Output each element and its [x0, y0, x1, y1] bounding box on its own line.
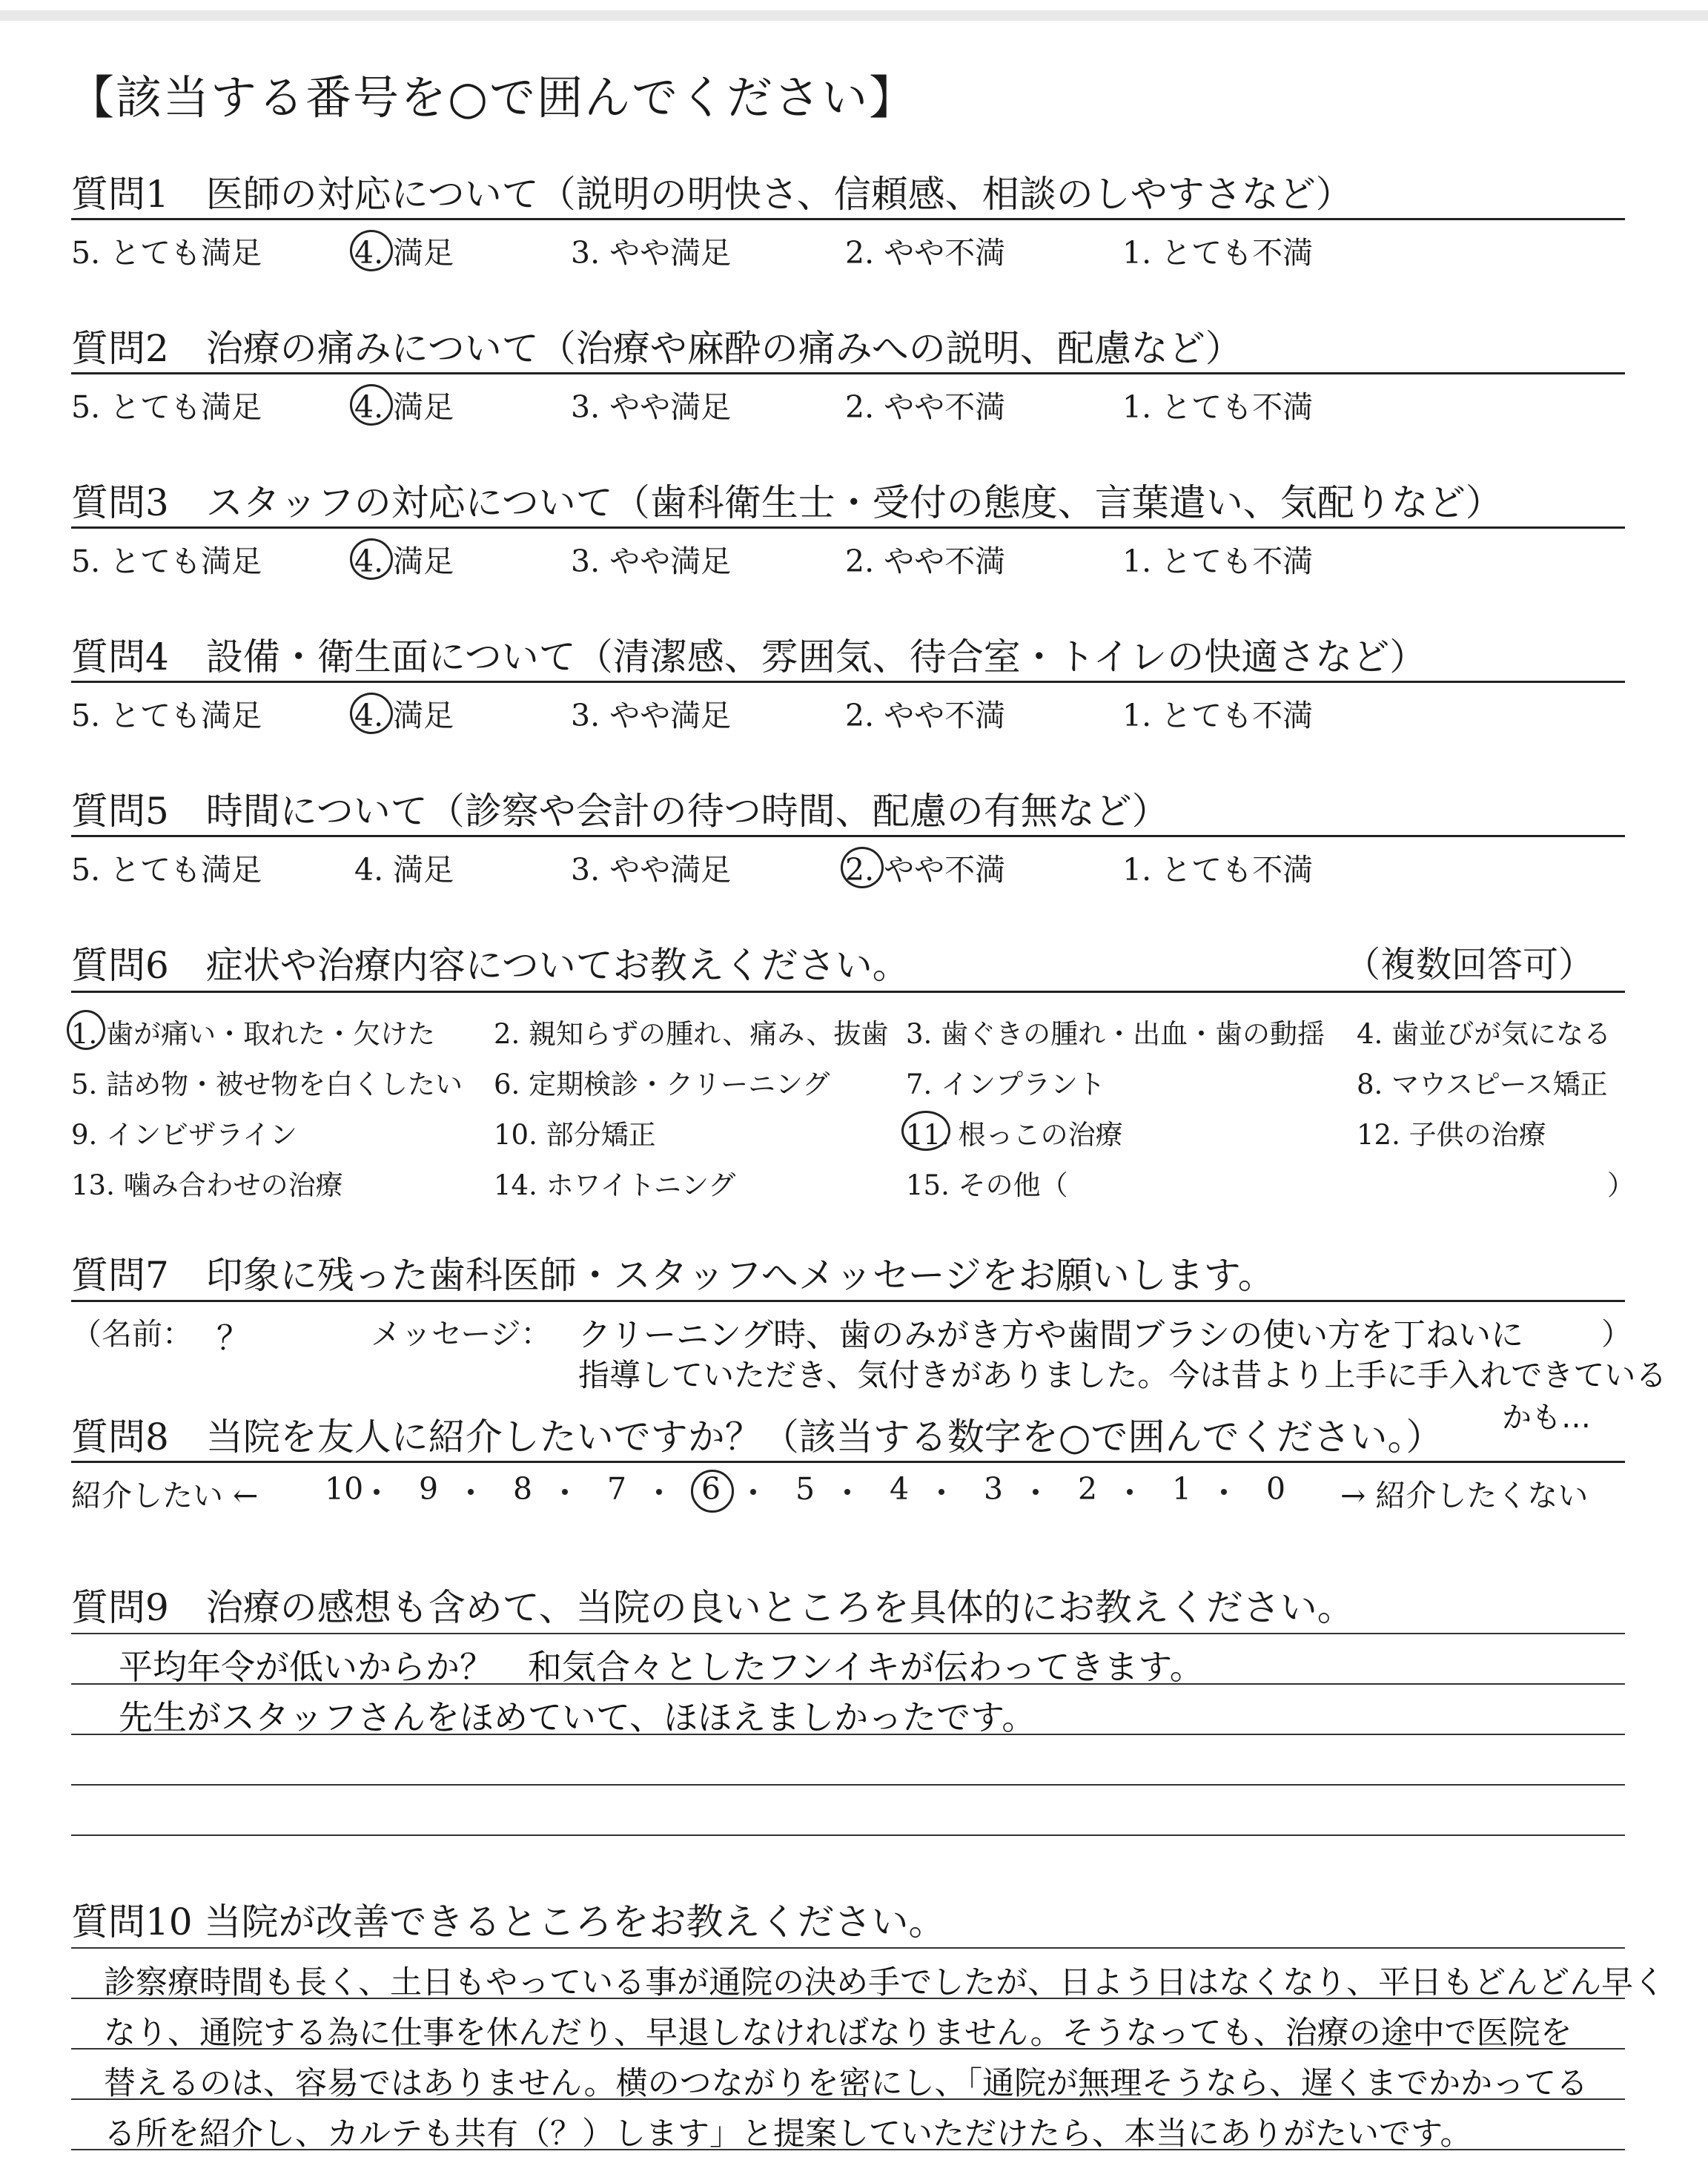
- q6-option-15[interactable]: 15. その他（: [906, 1169, 1068, 1201]
- q5-selection-circle: [841, 847, 884, 888]
- q6-multi-answer-note: （複数回答可）: [1344, 944, 1594, 985]
- q5-title: 質問5 時間について（診察や会計の待つ時間、配慮の有無など）: [71, 790, 1169, 833]
- q1-underline: [71, 218, 1625, 220]
- q3-option-2[interactable]: 2. やや不満: [845, 544, 1006, 579]
- q6-title: 質問6 症状や治療内容についてお教えください。: [71, 944, 910, 987]
- q10-title: 質問10 当院が改善できるところをお教えください。: [71, 1900, 946, 1943]
- q2-option-5[interactable]: 5. とても満足: [71, 389, 262, 425]
- q6-other-close-paren: ）: [1607, 1169, 1635, 1201]
- q5-option-4[interactable]: 4. 満足: [354, 852, 454, 888]
- q10-answer-line-2[interactable]: なり、通院する為に仕事を休んだり、早退しなければなりません。そうなっても、治療の途中で医院を: [104, 2015, 1572, 2052]
- q6-option-11[interactable]: 11. 根っこの治療: [906, 1119, 1123, 1151]
- q8-scale-separator: [939, 1489, 944, 1495]
- q9-rule-5: [71, 1834, 1625, 1836]
- q8-scale-separator: [562, 1489, 568, 1495]
- q5-option-5[interactable]: 5. とても満足: [71, 852, 262, 888]
- q8-scale-7[interactable]: 7: [607, 1471, 627, 1507]
- q2-option-2[interactable]: 2. やや不満: [845, 389, 1006, 425]
- q8-scale-4[interactable]: 4: [890, 1471, 910, 1507]
- q8-scale-8[interactable]: 8: [513, 1471, 533, 1507]
- q10-answer-line-3[interactable]: 替えるのは、容易ではありません。横のつながりを密にし、「通院が無理そうなら、遅くまでかかってる: [104, 2065, 1589, 2102]
- q9-title: 質問9 治療の感想も含めて、当院の良いところを具体的にお教えください。: [71, 1586, 1354, 1629]
- q10-answer-line-1[interactable]: 診察療時間も長く、土日もやっている事が通院の決め手でしたが、日よう日はなくなり、平日もどんどん早く: [104, 1964, 1666, 2001]
- scan-top-band: [0, 10, 1708, 21]
- q1-option-2[interactable]: 2. やや不満: [845, 235, 1006, 271]
- q7-title: 質問7 印象に残った歯科医師・スタッフへメッセージをお願いします。: [71, 1254, 1275, 1297]
- q5-underline: [71, 835, 1625, 837]
- q6-option-1[interactable]: 1. 歯が痛い・取れた・欠けた: [71, 1018, 436, 1050]
- q6-option-3[interactable]: 3. 歯ぐきの腫れ・出血・歯の動揺: [906, 1018, 1325, 1050]
- q6-underline: [71, 991, 1625, 993]
- q6-selection-circle: [67, 1010, 105, 1050]
- q8-underline: [71, 1461, 1625, 1463]
- q2-selection-circle: [350, 384, 393, 426]
- q8-scale-separator: [1033, 1489, 1039, 1495]
- q2-underline: [71, 372, 1625, 374]
- q1-option-3[interactable]: 3. やや満足: [571, 235, 732, 271]
- q8-scale-1[interactable]: 1: [1172, 1471, 1192, 1507]
- q7-message-label: メッセージ：: [371, 1316, 552, 1352]
- q6-option-4[interactable]: 4. 歯並びが気になる: [1357, 1018, 1612, 1050]
- q8-scale-separator: [844, 1489, 850, 1495]
- q3-selection-circle: [350, 538, 393, 580]
- q8-scale-separator: [1221, 1489, 1227, 1495]
- q8-selection-circle: [691, 1470, 734, 1513]
- q8-right-label: → 紹介したくない: [1340, 1478, 1589, 1513]
- q5-option-3[interactable]: 3. やや満足: [571, 852, 732, 888]
- q10-rule-1: [71, 1947, 1625, 1949]
- q8-scale-separator: [750, 1489, 756, 1495]
- q9-rule-1: [71, 1633, 1625, 1634]
- q5-option-1[interactable]: 1. とても不満: [1122, 852, 1314, 888]
- q8-scale-6[interactable]: 6: [701, 1471, 721, 1507]
- q7-name-label: （名前：: [71, 1316, 193, 1352]
- q7-message-line-1[interactable]: クリーニング時、歯のみがき方や歯間ブラシの使い方を丁ねいに: [578, 1316, 1524, 1354]
- q6-option-13[interactable]: 13. 噛み合わせの治療: [71, 1169, 343, 1201]
- q4-option-4[interactable]: 4. 満足: [354, 698, 454, 733]
- q2-option-1[interactable]: 1. とても不満: [1122, 389, 1314, 425]
- q9-answer-line-2[interactable]: 先生がスタッフさんをほめていて、ほほえましかったです。: [119, 1697, 1036, 1737]
- q4-option-3[interactable]: 3. やや満足: [571, 698, 732, 733]
- q7-message-line-3[interactable]: かも…: [1502, 1401, 1591, 1435]
- q3-option-5[interactable]: 5. とても満足: [71, 544, 262, 579]
- q6-option-2[interactable]: 2. 親知らずの腫れ、痛み、抜歯: [494, 1018, 889, 1050]
- q7-underline: [71, 1300, 1625, 1302]
- q6-option-7[interactable]: 7. インプラント: [906, 1069, 1106, 1100]
- q8-scale-0[interactable]: 0: [1266, 1471, 1286, 1507]
- q4-underline: [71, 681, 1625, 683]
- q8-title: 質問8 当院を友人に紹介したいですか？（該当する数字を○で囲んでください。）: [71, 1416, 1443, 1459]
- q8-scale-9[interactable]: 9: [419, 1471, 439, 1507]
- q8-scale-separator: [656, 1489, 662, 1495]
- q8-scale-5[interactable]: 5: [795, 1471, 815, 1507]
- q6-option-6[interactable]: 6. 定期検診・クリーニング: [494, 1069, 830, 1100]
- q3-option-4[interactable]: 4. 満足: [354, 544, 454, 579]
- instruction-header: 【該当する番号を○で囲んでください】: [68, 70, 917, 125]
- q3-option-1[interactable]: 1. とても不満: [1122, 544, 1314, 579]
- q8-scale-separator: [468, 1489, 474, 1495]
- q8-scale-3[interactable]: 3: [984, 1471, 1004, 1507]
- q2-title: 質問2 治療の痛みについて（治療や麻酔の痛みへの説明、配慮など）: [71, 327, 1242, 370]
- q7-message-line-2[interactable]: 指導していただき、気付きがありました。今は昔より上手に手入れできている: [578, 1357, 1667, 1393]
- q8-left-label: 紹介したい ←: [71, 1478, 259, 1513]
- q4-option-2[interactable]: 2. やや不満: [845, 698, 1006, 733]
- q1-title: 質問1 医師の対応について（説明の明快さ、信頼感、相談のしやすさなど）: [71, 173, 1353, 216]
- q8-scale-10[interactable]: 10: [325, 1471, 364, 1507]
- q3-option-3[interactable]: 3. やや満足: [571, 544, 732, 579]
- q9-rule-4: [71, 1784, 1625, 1786]
- q1-option-5[interactable]: 5. とても満足: [71, 235, 262, 271]
- q6-option-9[interactable]: 9. インビザライン: [71, 1119, 297, 1151]
- q6-option-5[interactable]: 5. 詰め物・被せ物を白くしたい: [71, 1069, 463, 1100]
- q4-title: 質問4 設備・衛生面について（清潔感、雰囲気、待合室・トイレの快適さなど）: [71, 635, 1427, 678]
- q6-selection-circle: [901, 1111, 950, 1151]
- q7-name-value[interactable]: ？: [216, 1318, 251, 1358]
- q6-option-10[interactable]: 10. 部分矯正: [494, 1119, 656, 1151]
- q2-option-4[interactable]: 4. 満足: [354, 389, 454, 425]
- q8-scale-2[interactable]: 2: [1078, 1471, 1098, 1507]
- q8-scale-separator: [374, 1489, 380, 1495]
- q10-answer-line-4[interactable]: る所を紹介し、カルテも共有（？）します」と提案していただけたら、本当にありがたいです。: [104, 2116, 1472, 2153]
- q6-option-12[interactable]: 12. 子供の治療: [1357, 1119, 1546, 1151]
- q1-selection-circle: [350, 230, 393, 271]
- q3-underline: [71, 526, 1625, 529]
- q4-option-5[interactable]: 5. とても満足: [71, 698, 262, 733]
- q5-option-2[interactable]: 2. やや不満: [845, 852, 1006, 888]
- q4-option-1[interactable]: 1. とても不満: [1122, 698, 1314, 733]
- q9-answer-line-1[interactable]: 平均年令が低いからか？ 和気合々としたフンイキが伝わってきます。: [119, 1647, 1204, 1687]
- q8-scale-separator: [1127, 1489, 1133, 1495]
- q1-option-1[interactable]: 1. とても不満: [1122, 235, 1314, 271]
- q2-option-3[interactable]: 3. やや満足: [571, 389, 732, 425]
- q1-option-4[interactable]: 4. 満足: [354, 235, 454, 271]
- q4-selection-circle: [350, 693, 393, 734]
- q7-message-close-paren: ）: [1601, 1316, 1632, 1352]
- q3-title: 質問3 スタッフの対応について（歯科衛生士・受付の態度、言葉遣い、気配りなど）: [71, 481, 1503, 524]
- q6-option-8[interactable]: 8. マウスピース矯正: [1357, 1069, 1608, 1100]
- q6-option-14[interactable]: 14. ホワイトニング: [494, 1169, 736, 1201]
